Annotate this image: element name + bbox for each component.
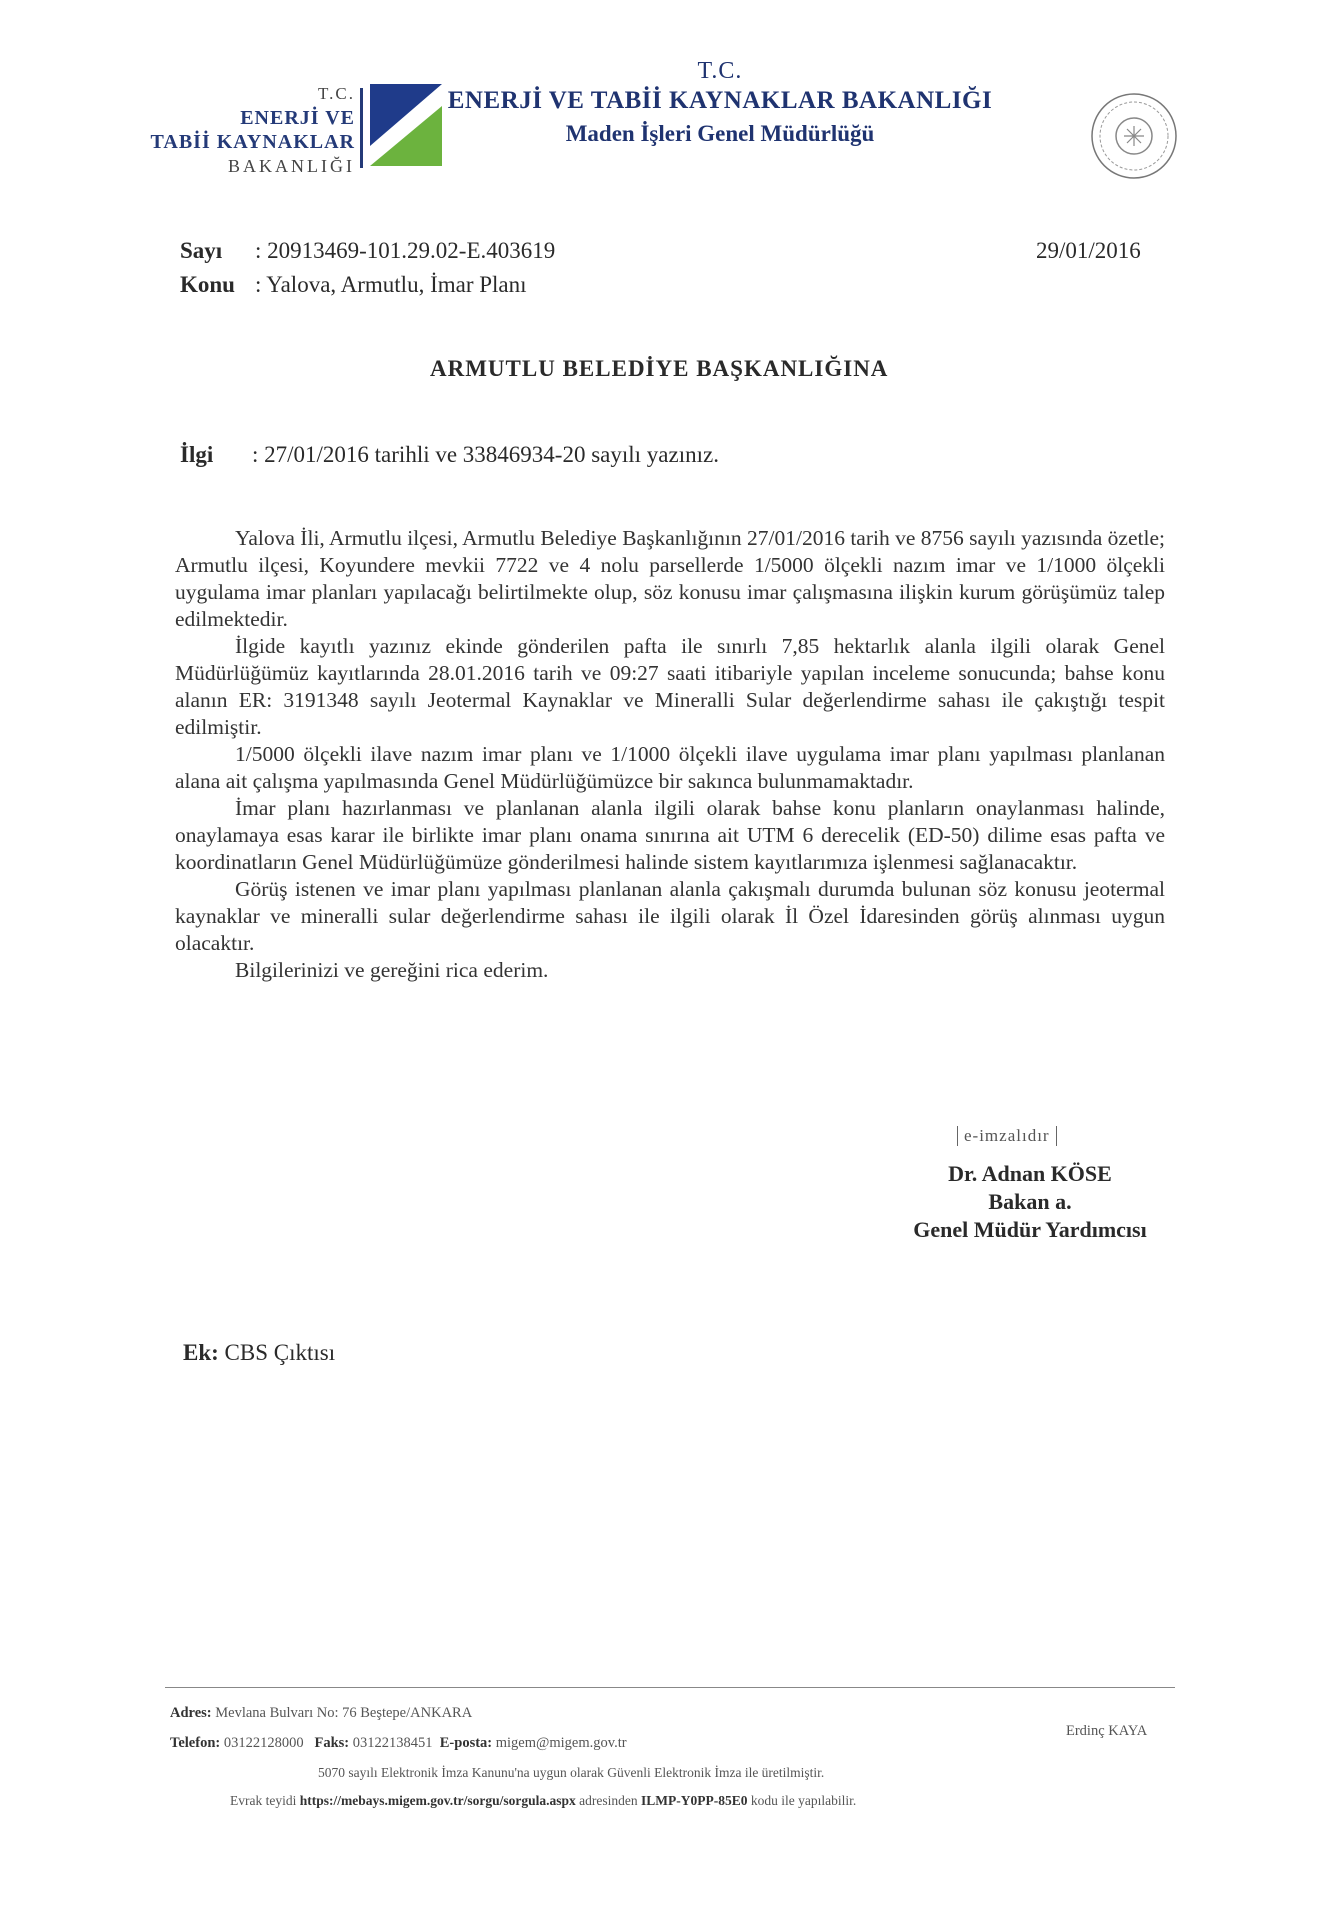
footer-address-row xyxy=(170,1698,1070,1728)
body-paragraph: İlgide kayıtlı yazınız ekinde gönderilen pafta ile sınırlı 7,85 hektarlık alanla ilgili olarak Genel Müdürlüğümüz kayıtlarında 28.01.2016 tarih ve 09:27 saati itibariyle yapılan inceleme sonucunda; bahse konu alanın ER: 3191348 sayılı Jeotermal Kaynaklar ve Mineralli Sular değerlendirme sahası ile çakıştığı tespit edilmiştir. xyxy=(175,634,1165,739)
attachment-value: CBS Çıktısı xyxy=(224,1340,336,1365)
footer-clerk: Erdinç KAYA xyxy=(1066,1723,1148,1739)
letter-body xyxy=(175,525,1165,984)
logo-line-tabii: TABİİ KAYNAKLAR xyxy=(150,131,355,153)
ministry-logo-icon xyxy=(370,84,442,166)
verify-prefix: Evrak teyidi xyxy=(230,1793,297,1808)
sayi-value: : 20913469-101.29.02-E.403619 xyxy=(255,238,556,263)
konu-value: : Yalova, Armutlu, İmar Planı xyxy=(255,272,527,297)
attachment-label: Ek: xyxy=(183,1340,219,1365)
sayi-row xyxy=(180,234,1180,268)
footer-phone-row xyxy=(170,1728,1070,1758)
fax-value: 03122138451 xyxy=(352,1735,433,1751)
e-signature-stamp: e-imzalıdır xyxy=(957,1126,1057,1146)
signature-block xyxy=(880,1160,1180,1244)
phone-label: Telefon: xyxy=(170,1735,221,1751)
body-paragraph: İmar planı hazırlanması ve planlanan alanla ilgili olarak bahse konu planların onaylanması halinde, onaylamaya esas karar ile birlikte imar planı onama sınırına ait UTM 6 derecelik (ED-50) dilime esas pafta ve koordinatların Genel Müdürlüğümüze gönderilmesi halinde sistem kayıtlarımıza işlenmesi sağlanacaktır. xyxy=(175,796,1165,874)
konu-label: Konu xyxy=(180,272,235,297)
verify-suffix: kodu ile yapılabilir. xyxy=(750,1793,857,1808)
footer-divider xyxy=(165,1687,1175,1688)
recipient: ARMUTLU BELEDİYE BAŞKANLIĞINA xyxy=(430,356,889,381)
signer-proxy: Bakan a. xyxy=(988,1189,1072,1214)
ilgi-label: İlgi xyxy=(180,442,214,467)
signer-name: Dr. Adnan KÖSE xyxy=(948,1161,1112,1186)
document-meta xyxy=(180,234,1180,302)
logo-divider xyxy=(360,88,363,168)
ilgi-value: : 27/01/2016 tarihli ve 33846934-20 sayılı yazınız. xyxy=(252,442,719,467)
document-date: 29/01/2016 xyxy=(1036,238,1141,263)
email-link[interactable]: migem@migem.gov.tr xyxy=(495,1735,627,1751)
footer-contact xyxy=(170,1698,1070,1758)
ministry-logo-text xyxy=(115,82,355,178)
address-label: Adres: xyxy=(170,1705,212,1721)
header-ministry: ENERJİ VE TABİİ KAYNAKLAR BAKANLIĞI xyxy=(447,87,993,114)
body-paragraph: 1/5000 ölçekli ilave nazım imar planı ve 1/1000 ölçekli ilave uygulama imar planı yapılması planlanan alana ait çalışma yapılmasında Genel Müdürlüğümüzce bir sakınca bulunmamaktadır. xyxy=(175,742,1165,793)
logo-line-enerji: ENERJİ VE xyxy=(240,107,355,129)
official-seal-icon xyxy=(1088,90,1180,182)
verify-mid: adresinden xyxy=(579,1793,638,1808)
footer-verify xyxy=(230,1786,856,1816)
footer-esign-note: 5070 sayılı Elektronik İmza Kanunu'na uygun olarak Güvenli Elektronik İmza ile üretilmiştir. xyxy=(318,1765,825,1780)
body-paragraph: Bilgilerinizi ve gereğini rica ederim. xyxy=(235,958,549,982)
attachment-row xyxy=(183,1336,335,1370)
address-value: Mevlana Bulvarı No: 76 Beştepe/ANKARA xyxy=(215,1705,473,1721)
phone-value: 03122128000 xyxy=(223,1735,304,1751)
body-paragraph: Görüş istenen ve imar planı yapılması planlanan alanla çakışmalı durumda bulunan söz konusu jeotermal kaynaklar ve mineralli sular değerlendirme sahası ile ilgili olarak İl Özel İdaresinden görüş alınması uygun olacaktır. xyxy=(175,877,1165,955)
ilgi-row xyxy=(180,438,1080,472)
logo-line-tc: T.C. xyxy=(318,84,355,103)
fax-label: Faks: xyxy=(314,1735,350,1751)
verify-url-link[interactable]: https://mebays.migem.gov.tr/sorgu/sorgula.aspx xyxy=(299,1793,576,1808)
verify-code: ILMP-Y0PP-85E0 xyxy=(640,1793,748,1808)
signer-title: Genel Müdür Yardımcısı xyxy=(913,1217,1147,1242)
header-department: Maden İşleri Genel Müdürlüğü xyxy=(565,121,875,146)
email-label: E-posta: xyxy=(439,1735,493,1751)
sayi-label: Sayı xyxy=(180,238,223,263)
konu-row xyxy=(180,268,1180,302)
header-tc: T.C. xyxy=(697,58,743,84)
letterhead xyxy=(440,58,1000,147)
logo-line-bakanlik: BAKANLIĞI xyxy=(228,156,355,176)
body-paragraph: Yalova İli, Armutlu ilçesi, Armutlu Belediye Başkanlığının 27/01/2016 tarih ve 8756 sayılı yazısında özetle; Armutlu ilçesi, Koyundere mevkii 7722 ve 4 nolu parsellerde 1/5000 ölçekli nazım imar ve 1/1000 ölçekli uygulama imar planları yapılacağı belirtilmekte olup, söz konusu imar çalışmasına ilişkin kurum görüşümüz talep edilmektedir. xyxy=(175,526,1165,631)
